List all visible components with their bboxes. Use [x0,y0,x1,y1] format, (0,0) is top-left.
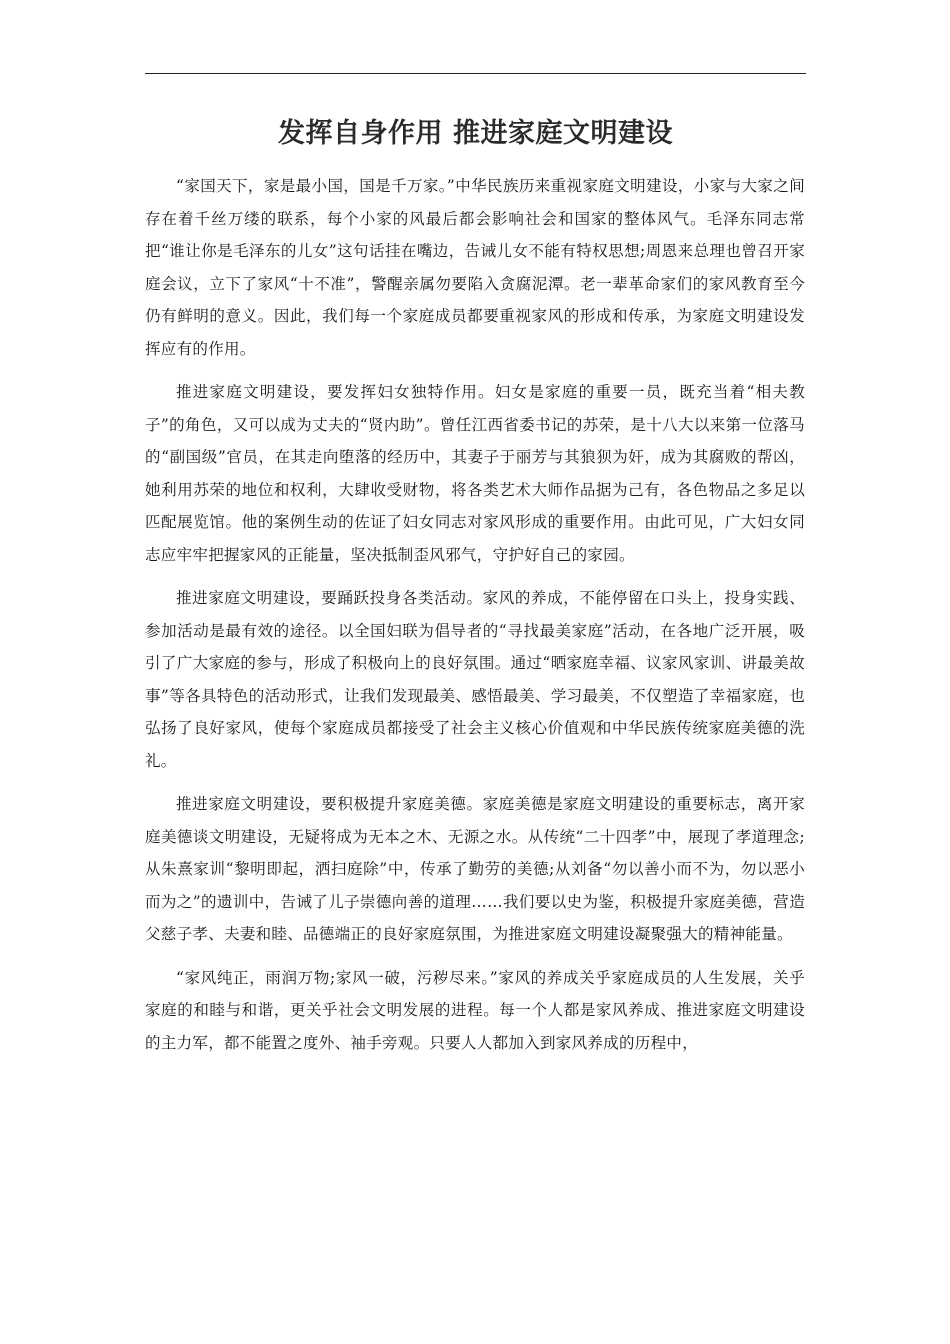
paragraph-family-virtue: 推进家庭文明建设，要积极提升家庭美德。家庭美德是家庭文明建设的重要标志，离开家庭美德谈文明建设，无疑将成为无本之木、无源之水。从传统“二十四孝”中，展现了孝道理念;从朱熹家训“黎明即起，洒扫庭除”中，传承了勤劳的美德;从刘备“勿以善小而不为，勿以恶小而为之”的遗训中，告诫了儿子崇德向善的道理……我们要以史为鉴，积极提升家庭美德，营造父慈子孝、夫妻和睦、品德端正的良好家庭氛围，为推进家庭文明建设凝聚强大的精神能量。 [145,795,805,943]
document-body [145,170,805,1070]
paragraph-intro: “家国天下，家是最小国，国是千万家。”中华民族历来重视家庭文明建设，小家与大家之间存在着千丝万缕的联系，每个小家的风最后都会影响社会和国家的整体风气。毛泽东同志常把“谁让你是毛泽东的儿女”这句话挂在嘴边，告诫儿女不能有特权思想;周恩来总理也曾召开家庭会议，立下了家风“十不准”，警醒亲属勿要陷入贪腐泥潭。老一辈革命家们的家风教育至今仍有鲜明的意义。因此，我们每一个家庭成员都要重视家风的形成和传承，为家庭文明建设发挥应有的作用。 [145,177,805,358]
header-divider [145,73,806,74]
paragraph-activities: 推进家庭文明建设，要踊跃投身各类活动。家风的养成，不能停留在口头上，投身实践、参加活动是最有效的途径。以全国妇联为倡导者的“寻找最美家庭”活动，在各地广泛开展，吸引了广大家庭的参与，形成了积极向上的良好氛围。通过“晒家庭幸福、议家风家训、讲最美故事”等各具特色的活动形式，让我们发现最美、感悟最美、学习最美，不仅塑造了幸福家庭，也弘扬了良好家风，使每个家庭成员都接受了社会主义核心价值观和中华民族传统家庭美德的洗礼。 [145,589,805,770]
paragraph-women-role: 推进家庭文明建设，要发挥妇女独特作用。妇女是家庭的重要一员，既充当着“相夫教子”的角色，又可以成为丈夫的“贤内助”。曾任江西省委书记的苏荣，是十八大以来第一位落马的“副国级”官员，在其走向堕落的经历中，其妻子于丽芳与其狼狈为奸，成为其腐败的帮凶，她利用苏荣的地位和权利，大肆收受财物，将各类艺术大师作品据为己有，各色物品之多足以匹配展览馆。他的案例生动的佐证了妇女同志对家风形成的重要作用。由此可见，广大妇女同志应牢牢把握家风的正能量，坚决抵制歪风邪气，守护好自己的家园。 [145,383,805,564]
document-title: 发挥自身作用 推进家庭文明建设 [278,118,673,149]
paragraph-conclusion: “家风纯正，雨润万物;家风一破，污秽尽来。”家风的养成关乎家庭成员的人生发展，关乎家庭的和睦与和谐，更关乎社会文明发展的进程。每一个人都是家风养成、推进家庭文明建设的主力军，都不能置之度外、袖手旁观。只要人人都加入到家风养成的历程中， [145,968,805,1052]
